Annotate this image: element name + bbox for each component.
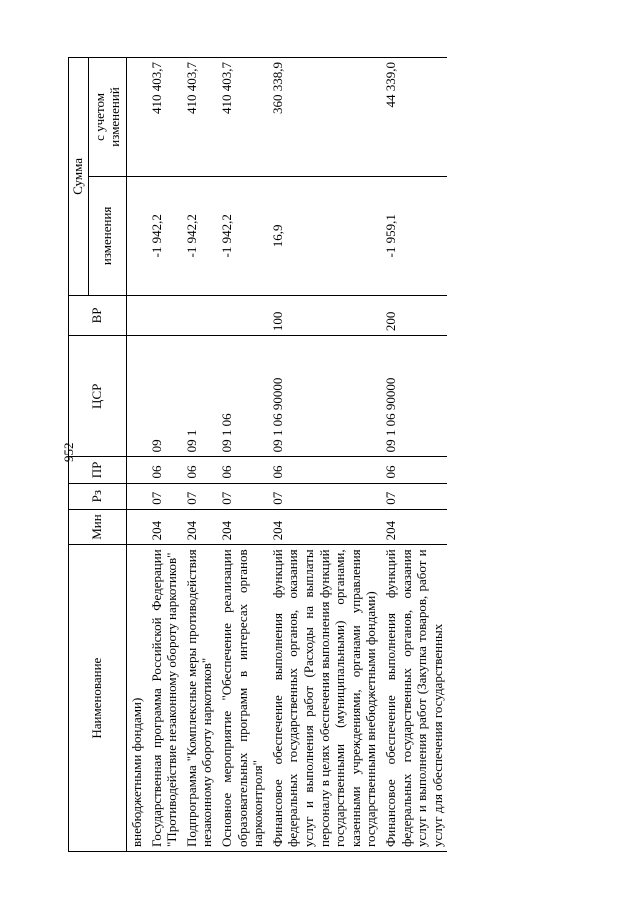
row-total: 410 403,7 (182, 58, 217, 177)
row-csr: 09 (147, 336, 182, 457)
row-changes (127, 176, 147, 295)
row-pr: 06 (147, 457, 182, 483)
row-name: внебюджетными фондами) (127, 545, 147, 852)
row-total: 410 403,7 (147, 58, 182, 177)
row-name: Основное мероприятие "Обеспечение реализации образовательных программ в интересах органов наркоконтроля" (217, 545, 268, 852)
budget-table-rotated (68, 57, 573, 852)
row-rz: 07 (182, 483, 217, 509)
row-vr (127, 295, 147, 335)
table-row (217, 58, 268, 852)
row-rz: 07 (147, 483, 182, 509)
row-name: Подпрограмма "Комплексные меры противодействия незаконному обороту наркотиков" (182, 545, 217, 852)
row-rz: 07 (217, 483, 268, 509)
row-csr: 09 1 06 90000 (381, 336, 447, 457)
table-row (127, 58, 147, 852)
header-rz: Рз (69, 483, 127, 509)
row-csr (127, 336, 147, 457)
row-rz: 07 (268, 483, 381, 509)
table-row (381, 58, 447, 852)
header-sum: Сумма (69, 58, 89, 296)
row-pr (127, 457, 147, 483)
row-name: Финансовое обеспечение выполнения функций федеральных государственных органов, оказания услуг и выполнения работ (Расходы на выплаты персоналу в целях обеспечения выполнения функций государственными (муниципальными) органами, казенными учреждениями, органами управления государственными внебюджетными фондами) (268, 545, 381, 852)
header-name: Наименование (69, 545, 127, 852)
row-name: Финансовое обеспечение выполнения функций федеральных государственных органов, оказания услуг и выполнения работ (Закупка товаров, работ и услуг для обеспечения государственных (381, 545, 447, 852)
row-total (127, 58, 147, 177)
header-vr: ВР (69, 295, 127, 335)
row-min: 204 (182, 509, 217, 545)
row-min: 204 (268, 509, 381, 545)
table-header (69, 58, 127, 852)
row-total: 44 339,0 (381, 58, 447, 177)
row-pr: 06 (182, 457, 217, 483)
header-with-changes: с учетом изменений (89, 58, 127, 177)
row-rz (127, 483, 147, 509)
row-total: 360 338,9 (268, 58, 381, 177)
row-vr (182, 295, 217, 335)
header-min: Мин (69, 509, 127, 545)
header-csr: ЦСР (69, 336, 127, 457)
budget-table (68, 57, 447, 852)
table-row (268, 58, 381, 852)
header-pr: ПР (69, 457, 127, 483)
row-vr (217, 295, 268, 335)
row-changes: 16,9 (268, 176, 381, 295)
row-vr: 100 (268, 295, 381, 335)
row-pr: 06 (381, 457, 447, 483)
row-changes: -1 959,1 (381, 176, 447, 295)
row-vr: 200 (381, 295, 447, 335)
header-changes: изменения (89, 176, 127, 295)
row-min (127, 509, 147, 545)
page-number: 952 (61, 442, 76, 462)
row-min: 204 (147, 509, 182, 545)
row-pr: 06 (217, 457, 268, 483)
row-pr: 06 (268, 457, 381, 483)
row-min: 204 (217, 509, 268, 545)
row-total: 410 403,7 (217, 58, 268, 177)
table-row (147, 58, 182, 852)
row-rz: 07 (381, 483, 447, 509)
row-changes: -1 942,2 (182, 176, 217, 295)
row-changes: -1 942,2 (217, 176, 268, 295)
row-csr: 09 1 06 90000 (268, 336, 381, 457)
table-row (182, 58, 217, 852)
row-vr (147, 295, 182, 335)
row-min: 204 (381, 509, 447, 545)
row-csr: 09 1 (182, 336, 217, 457)
row-changes: -1 942,2 (147, 176, 182, 295)
row-name: Государственная программа Российской Федерации "Противодействие незаконному обороту наркотиков" (147, 545, 182, 852)
row-csr: 09 1 06 (217, 336, 268, 457)
